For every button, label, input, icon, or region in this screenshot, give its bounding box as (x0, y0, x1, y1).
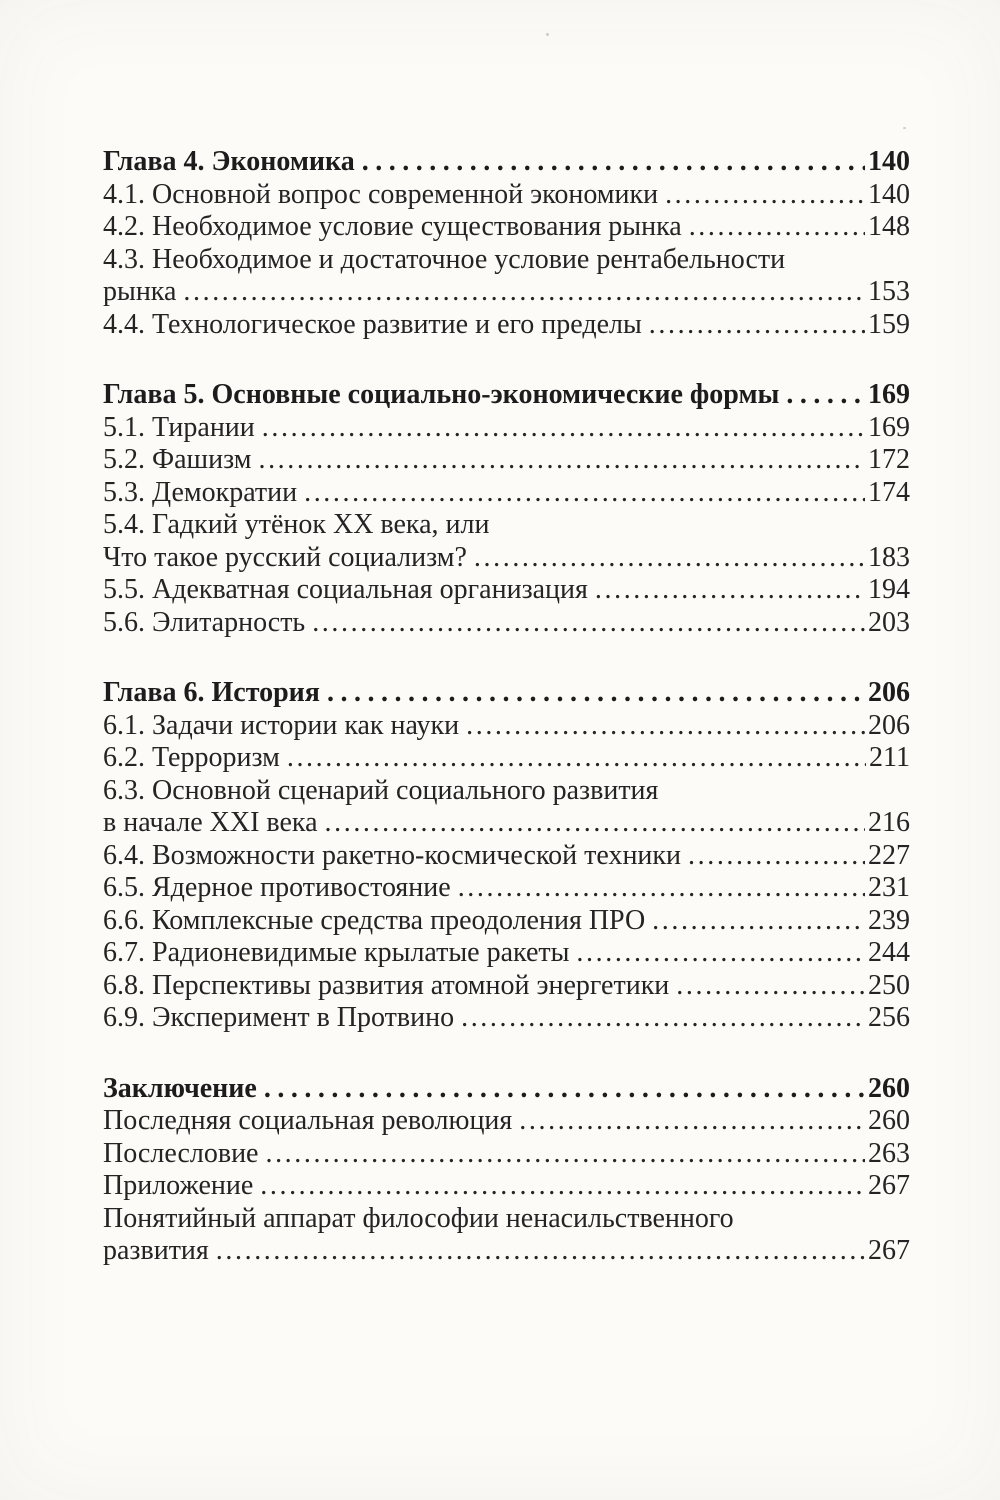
dot-leader (519, 1105, 865, 1138)
toc-line (103, 379, 910, 412)
entry-title: 5.1. Тирании (103, 411, 255, 443)
entry-title: 6.7. Радионевидимые крылатые ракеты (103, 937, 570, 968)
entry-title: 6.4. Возможности ракетно-космической техники (103, 839, 682, 871)
toc-entry (103, 444, 910, 477)
toc-line (103, 905, 910, 938)
dot-leader (786, 379, 865, 412)
toc-line (103, 477, 910, 510)
entry-page-number: 239 (868, 904, 910, 936)
toc-section (103, 1073, 910, 1268)
entry-title: 6.8. Перспективы развития атомной энергетики (103, 969, 670, 1001)
entry-title: 4.2. Необходимое условие существования рынка (103, 211, 682, 242)
toc-entry (103, 1203, 910, 1268)
entry-page-number: 183 (868, 541, 910, 573)
dot-leader (287, 742, 866, 775)
toc-line (103, 710, 910, 743)
toc-chapter-heading (103, 1073, 910, 1106)
toc-entry (103, 244, 910, 309)
entry-title: 6.5. Ядерное противостояние (103, 872, 451, 903)
toc-entry (103, 742, 910, 775)
dot-leader (649, 309, 865, 342)
dot-leader (304, 477, 865, 510)
entry-page-number: 194 (868, 574, 910, 605)
toc-entry (103, 970, 910, 1003)
toc-entry (103, 905, 910, 938)
entry-page-number: 263 (868, 1137, 910, 1169)
toc-entry (103, 309, 910, 342)
entry-title: 6.2. Терроризм (103, 742, 280, 773)
toc-entry (103, 211, 910, 244)
dot-leader (652, 905, 865, 938)
dot-leader (262, 412, 865, 445)
toc-section (103, 379, 910, 639)
scan-speck (546, 33, 549, 36)
chapter-page-number: 169 (868, 379, 910, 410)
toc-line (103, 840, 910, 873)
entry-title: рынка (103, 276, 177, 307)
toc-entry (103, 1002, 910, 1035)
toc-chapter-heading (103, 677, 910, 710)
toc-entry (103, 574, 910, 607)
dot-leader (325, 807, 865, 840)
entry-page-number: 203 (868, 606, 910, 638)
toc-chapter-heading (103, 379, 910, 412)
toc-entry (103, 477, 910, 510)
toc-line (103, 574, 910, 607)
toc-line (103, 1138, 910, 1171)
toc-line (103, 1203, 910, 1236)
entry-page-number: 169 (868, 411, 910, 443)
toc-line (103, 970, 910, 1003)
toc-line (103, 244, 910, 277)
dot-leader (312, 607, 865, 640)
entry-title: Приложение (103, 1170, 254, 1201)
entry-title: 6.3. Основной сценарий социального развития (103, 774, 659, 806)
toc-line (103, 309, 910, 342)
toc-line (103, 1170, 910, 1203)
entry-page-number: 172 (868, 444, 910, 475)
toc-line (103, 444, 910, 477)
entry-title: 4.1. Основной вопрос современной экономики (103, 178, 659, 210)
dot-leader (676, 970, 865, 1003)
entry-page-number: 216 (868, 807, 910, 838)
entry-page-number: 256 (868, 1002, 910, 1033)
toc-line (103, 742, 910, 775)
toc-line (103, 1105, 910, 1138)
toc-line (103, 412, 910, 445)
entry-title: 5.3. Демократии (103, 476, 298, 508)
toc-entry (103, 840, 910, 873)
entry-title: 4.4. Технологическое развитие и его пределы (103, 308, 642, 340)
toc-entry (103, 1170, 910, 1203)
entry-title: Понятийный аппарат философии ненасильственного (103, 1202, 734, 1234)
chapter-title: Глава 5. Основные социально-экономические формы (103, 379, 780, 410)
toc-line (103, 179, 910, 212)
toc-line (103, 1002, 910, 1035)
entry-page-number: 148 (868, 211, 910, 242)
entry-title: Что такое русский социализм? (103, 541, 467, 573)
toc-line (103, 1073, 910, 1106)
toc-line (103, 607, 910, 640)
toc-line (103, 775, 910, 808)
entry-page-number: 206 (868, 709, 910, 741)
toc-entry (103, 1105, 910, 1138)
entry-title: Послесловие (103, 1137, 259, 1169)
entry-page-number: 250 (868, 969, 910, 1001)
toc-entry (103, 872, 910, 905)
entry-title: 5.4. Гадкий утёнок XX века, или (103, 509, 490, 540)
entry-title: развития (103, 1235, 209, 1266)
dot-leader (258, 444, 865, 477)
entry-title: 5.2. Фашизм (103, 444, 252, 475)
dot-leader (183, 276, 865, 309)
entry-title: 5.5. Адекватная социальная организация (103, 574, 588, 605)
entry-page-number: 231 (868, 872, 910, 903)
toc-line (103, 677, 910, 710)
toc-line (103, 542, 910, 575)
entry-page-number: 267 (868, 1235, 910, 1266)
dot-leader (461, 1002, 865, 1035)
toc-entry (103, 775, 910, 840)
dot-leader (362, 146, 865, 179)
toc-line (103, 807, 910, 840)
dot-leader (458, 872, 865, 905)
table-of-contents (103, 146, 910, 1268)
toc-section (103, 677, 910, 1035)
chapter-title: Заключение (103, 1072, 257, 1104)
entry-page-number: 159 (868, 308, 910, 340)
toc-entry (103, 937, 910, 970)
entry-title: 6.1. Задачи истории как науки (103, 709, 460, 741)
entry-title: 4.3. Необходимое и достаточное условие рентабельности (103, 243, 786, 275)
toc-chapter-heading (103, 146, 910, 179)
entry-title: 5.6. Элитарность (103, 606, 306, 638)
dot-leader (264, 1073, 865, 1106)
toc-entry (103, 509, 910, 574)
chapter-page-number: 260 (868, 1072, 910, 1104)
toc-entry (103, 1138, 910, 1171)
entry-title: в начале XXI века (103, 807, 318, 838)
scan-speck (903, 127, 906, 129)
chapter-title: Глава 4. Экономика (103, 146, 355, 177)
entry-page-number: 140 (868, 178, 910, 210)
toc-entry (103, 179, 910, 212)
toc-entry (103, 710, 910, 743)
entry-title: 6.6. Комплексные средства преодоления ПРО (103, 904, 646, 936)
toc-line (103, 509, 910, 542)
entry-page-number: 153 (868, 276, 910, 307)
entry-page-number: 267 (868, 1170, 910, 1201)
dot-leader (689, 211, 865, 244)
dot-leader (576, 937, 865, 970)
entry-title: Последняя социальная революция (103, 1105, 513, 1136)
toc-line (103, 211, 910, 244)
toc-line (103, 276, 910, 309)
entry-page-number: 211 (869, 742, 910, 773)
dot-leader (466, 710, 865, 743)
entry-page-number: 244 (868, 937, 910, 968)
toc-section (103, 146, 910, 341)
entry-page-number: 174 (868, 476, 910, 508)
toc-line (103, 146, 910, 179)
dot-leader (595, 574, 865, 607)
chapter-page-number: 206 (868, 677, 910, 708)
dot-leader (327, 677, 865, 710)
chapter-title: Глава 6. История (103, 677, 320, 708)
dot-leader (265, 1138, 865, 1171)
entry-page-number: 227 (868, 839, 910, 871)
entry-page-number: 260 (868, 1105, 910, 1136)
dot-leader (260, 1170, 865, 1203)
dot-leader (665, 179, 865, 212)
toc-line (103, 937, 910, 970)
dot-leader (216, 1235, 865, 1268)
entry-title: 6.9. Эксперимент в Протвино (103, 1002, 455, 1033)
toc-entry (103, 412, 910, 445)
toc-entry (103, 607, 910, 640)
toc-line (103, 872, 910, 905)
dot-leader (474, 542, 865, 575)
chapter-page-number: 140 (868, 146, 910, 177)
toc-line (103, 1235, 910, 1268)
dot-leader (688, 840, 865, 873)
